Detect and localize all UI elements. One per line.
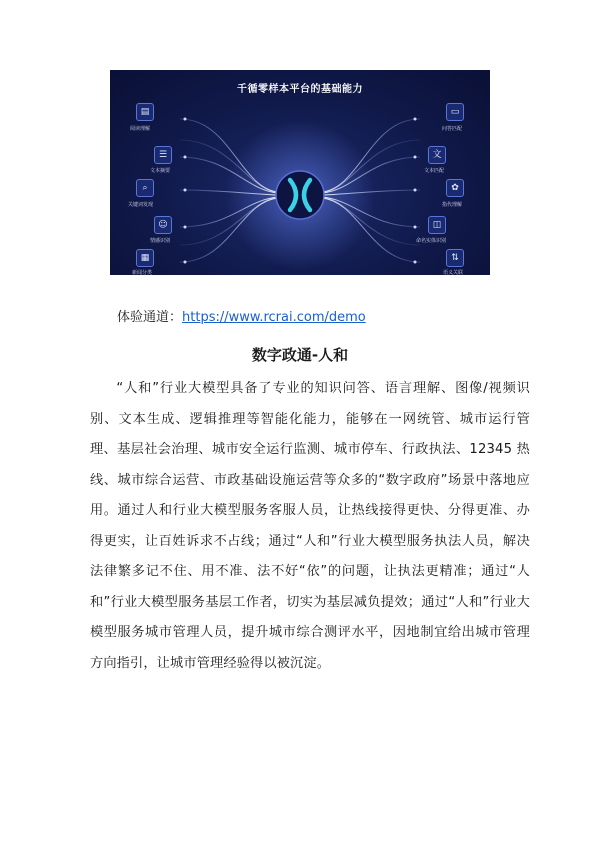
- left-item-label: 阅读理解: [130, 126, 151, 132]
- right-item-label: 命名实体识别: [416, 238, 447, 244]
- document-icon: ☰: [154, 146, 172, 164]
- center-logo-icon: [276, 171, 324, 219]
- translate-icon: 文: [428, 146, 446, 164]
- relation-icon: ⇅: [446, 249, 464, 267]
- entity-icon: ◫: [428, 216, 446, 234]
- keyword-icon: ⌕: [136, 179, 154, 197]
- right-item-label: 问答匹配: [442, 126, 463, 132]
- brain-icon: ✿: [446, 179, 464, 197]
- left-item-label: 新闻分类: [132, 270, 153, 275]
- left-item-label: 文本摘要: [150, 168, 171, 174]
- left-item-label: 情感识别: [150, 238, 171, 244]
- right-item-label: 语义关联: [443, 270, 464, 275]
- demo-link[interactable]: https://www.rcrai.com/demo: [182, 310, 366, 325]
- right-item-label: 文本匹配: [424, 168, 445, 174]
- emotion-icon: ☺: [154, 216, 172, 234]
- right-item-label: 指代理解: [442, 202, 463, 208]
- book-icon: ▤: [136, 103, 154, 121]
- demo-link-label: 体验通道：: [117, 310, 183, 325]
- section-body: “人和”行业大模型具备了专业的知识问答、语言理解、图像/视频识别、文本生成、逻辑推理等智能化能力，能够在一网统管、城市运行管理、基层社会治理、城市安全运行监测、城市停车、行政执法、12345 热线、城市综合运营、市政基础设施运营等众多的“数字政府”场景中落地应用。通过人和行业大模型服务客服人员，让热线接得更快、分得更准、办得更实，让百姓诉求不占线；通过“人和”行业大模型服务执法人员，解决法律繁多记不住、用不准、法不好“依”的问题，让执法更精准；通过“人和”行业大模型服务基层工作者，切实为基层减负提效；通过“人和”行业大模型服务城市管理人员，提升城市综合测评水平，因地制宜给出城市管理方向指引，让城市管理经验得以被沉淀。: [90, 381, 530, 671]
- left-item-label: 关键词发现: [128, 202, 154, 208]
- classify-icon: ▦: [136, 249, 154, 267]
- demo-link-line: [117, 306, 366, 325]
- capability-figure: [110, 70, 490, 275]
- figure-title: 千循零样本平台的基础能力: [237, 84, 363, 95]
- section-title: 数字政通-人和: [251, 346, 349, 364]
- chat-icon: ▭: [446, 103, 464, 121]
